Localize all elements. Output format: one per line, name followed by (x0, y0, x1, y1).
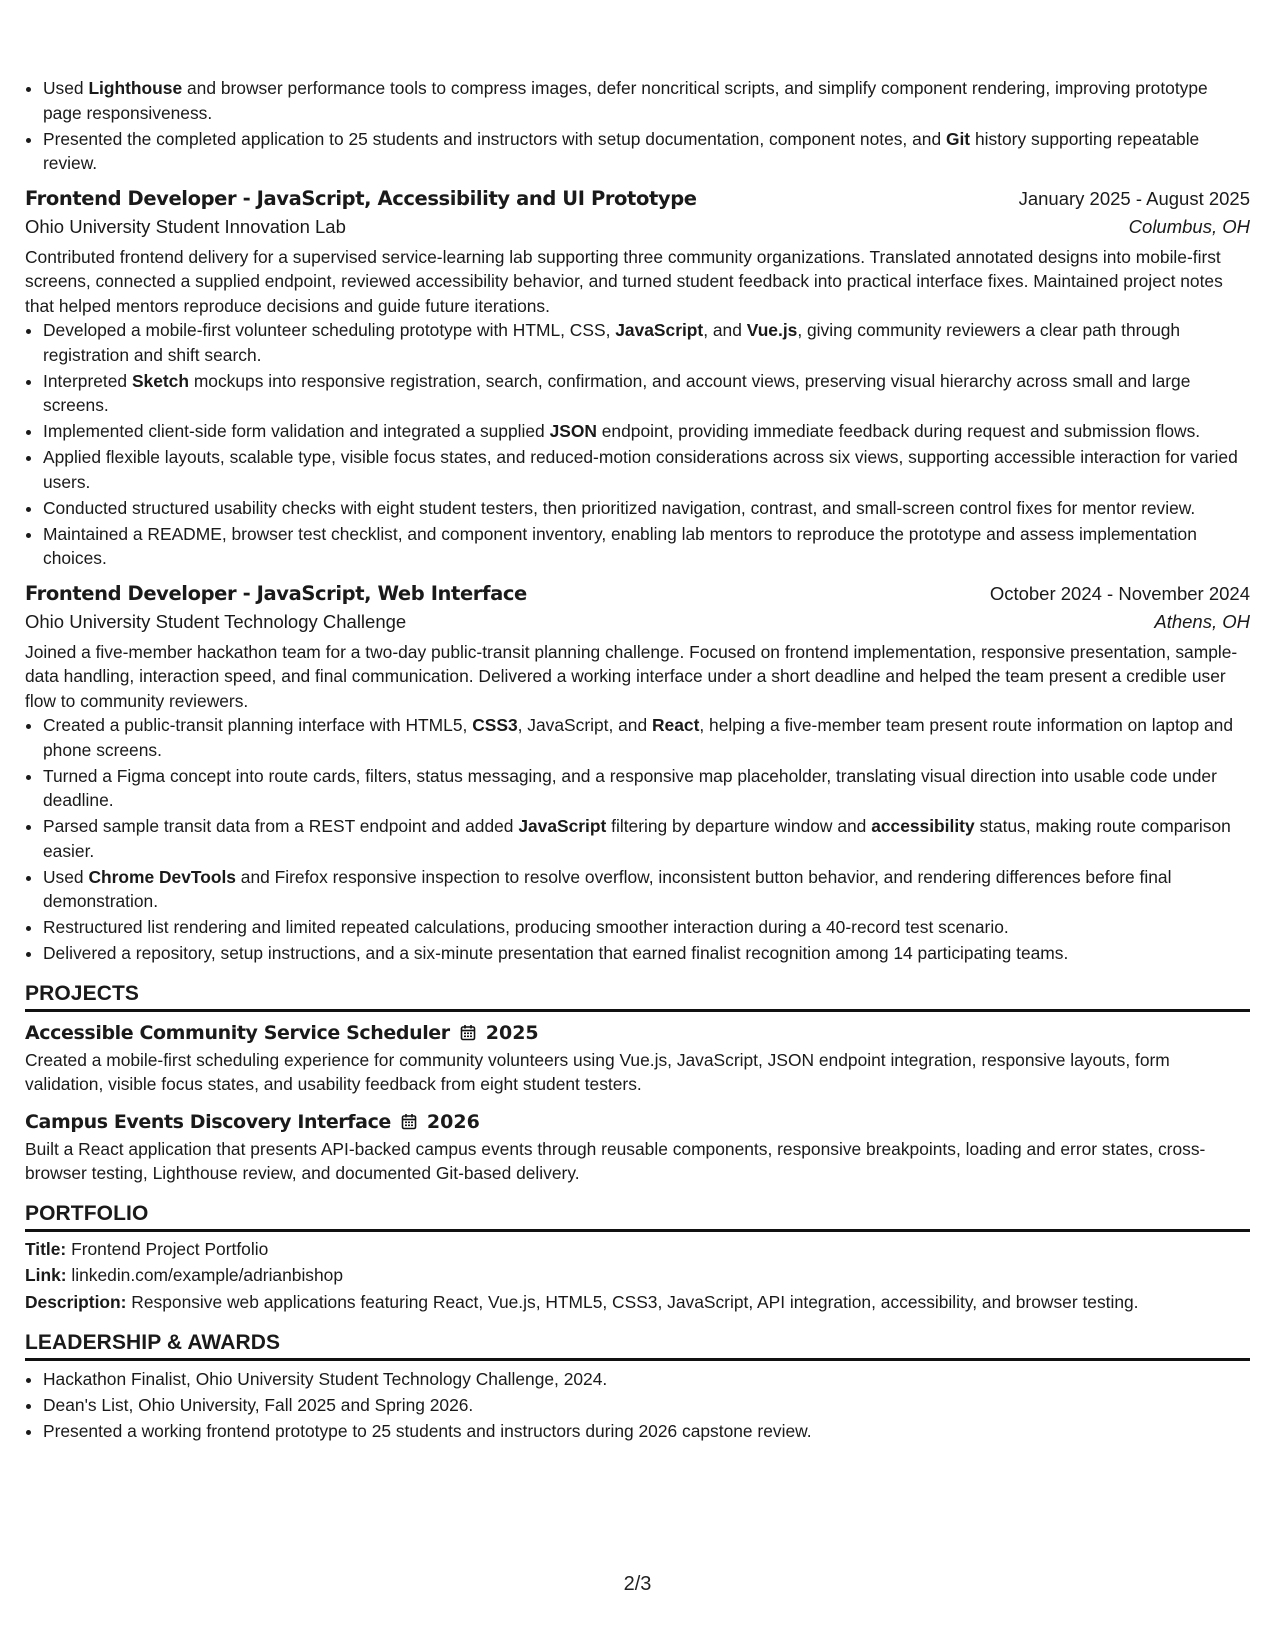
organization: Ohio University Student Innovation Lab (25, 215, 346, 237)
list-item: • Used Chrome DevTools and Firefox responsive inspection to resolve overflow, inconsistent button behavior, and rendering differences before final demonstration. (43, 865, 1250, 914)
job-dates: October 2024 - November 2024 (989, 582, 1250, 604)
project-header (25, 1022, 1250, 1044)
portfolio-link-row[interactable]: Link: linkedin.com/example/adrianbishop (25, 1265, 344, 1285)
list-item: • Maintained a README, browser test checklist, and component inventory, enabling lab mentors to reproduce the prototype and assess implementation choices. (43, 522, 1250, 571)
portfolio-title-row: Title: Frontend Project Portfolio (25, 1238, 269, 1259)
list-item: • Restructured list rendering and limited repeated calculations, producing smoother interaction during a 40-record test scenario. (43, 915, 1250, 940)
project-name: Campus Events Discovery Interface (25, 1110, 391, 1133)
project-description: Created a mobile-first scheduling experience for community volunteers using Vue.js, JavaScript, JSON endpoint integration, responsive layouts, form validation, visible focus states, and usability feedback from eight student testers. (25, 1049, 1170, 1094)
projects-section (25, 982, 1250, 1186)
section-heading: LEADERSHIP & AWARDS (25, 1331, 281, 1354)
list-item (43, 127, 1250, 176)
experience-entry (25, 582, 1250, 966)
calendar-icon (460, 1024, 476, 1041)
job-title: Frontend Developer - JavaScript, Accessibility and UI Prototype (25, 186, 697, 210)
bullet-text: Presented the completed application to 25 students and instructors with setup documentation, component notes, and (43, 128, 946, 149)
job-location: Athens, OH (1154, 610, 1250, 632)
list-item: • Delivered a repository, setup instructions, and a six-minute presentation that earned finalist recognition among 14 participating teams. (43, 941, 1250, 966)
list-item: • Implemented client-side form validation and integrated a supplied JSON endpoint, providing immediate feedback during request and submission flows. (43, 419, 1250, 444)
bullet-keyword: Lighthouse (88, 78, 183, 98)
organization: Ohio University Student Technology Challenge (25, 610, 407, 632)
list-item: • Presented a working frontend prototype to 25 students and instructors during 2026 capstone review. (43, 1419, 1250, 1444)
list-item: • Developed a mobile-first volunteer scheduling prototype with HTML, CSS, JavaScript, and Vue.js, giving community reviewers a clear path through registration and shift search. (43, 318, 1250, 367)
section-divider (25, 1009, 1250, 1012)
continued-bullet-list (25, 76, 1250, 176)
job-location: Columbus, OH (1128, 215, 1250, 237)
project-year: 2026 (426, 1110, 480, 1133)
project-name: Accessible Community Service Scheduler (25, 1021, 450, 1044)
list-item: • Interpreted Sketch mockups into responsive registration, search, confirmation, and account views, preserving visual hierarchy across small and large screens. (43, 369, 1250, 418)
bullet-text: and browser performance tools to compress images, defer noncritical scripts, and simplify component rendering, improving prototype page responsiveness. (43, 78, 1208, 123)
job-summary: Contributed frontend delivery for a supervised service-learning lab supporting three community organizations. Translated annotated designs into mobile-first screens, connected a supplied endpoint, reviewed accessibility behavior, and turned student feedback into practical interface fixes. Maintained project notes that helped mentors reproduce decisions and guide future iterations. (25, 246, 1223, 316)
calendar-icon (401, 1113, 417, 1130)
job-summary: Joined a five-member hackathon team for a two-day public-transit planning challenge. Focused on frontend implementation, responsive presentation, sample-data handling, interaction speed, and final communication. Delivered a working interface under a short deadline and helped the team present a credible user flow to community reviewers. (25, 641, 1238, 711)
awards-list (25, 1367, 1250, 1444)
job-bullet-list (25, 713, 1250, 966)
list-item: • Parsed sample transit data from a REST endpoint and added JavaScript filtering by departure window and accessibility status, making route comparison easier. (43, 814, 1250, 863)
project-description: Built a React application that presents API-backed campus events through reusable components, responsive breakpoints, loading and error states, cross-browser testing, Lighthouse review, and documented Git-based delivery. (25, 1138, 1206, 1183)
list-item: • Turned a Figma concept into route cards, filters, status messaging, and a responsive map placeholder, translating visual direction into usable code under deadline. (43, 764, 1250, 813)
resume-page (25, 76, 1250, 1445)
portfolio-link[interactable]: linkedin.com/example/adrianbishop (66, 1265, 344, 1285)
section-divider (25, 1358, 1250, 1361)
list-item: • Hackathon Finalist, Ohio University Student Technology Challenge, 2024. (43, 1367, 1250, 1392)
portfolio-section (25, 1202, 1250, 1316)
project-header (25, 1111, 1250, 1133)
job-bullet-list (25, 318, 1250, 571)
section-heading: PROJECTS (25, 981, 139, 1005)
bullet-keyword: Git (945, 128, 971, 149)
list-item: • Created a public-transit planning interface with HTML5, CSS3, JavaScript, and React, helping a five-member team present route information on laptop and phone screens. (43, 713, 1250, 762)
list-item: • Conducted structured usability checks with eight student testers, then prioritized navigation, contrast, and small-screen control fixes for mentor review. (43, 496, 1250, 521)
bullet-text: history supporting repeatable review. (43, 128, 1200, 173)
portfolio-description-row: Description: Responsive web applications featuring React, Vue.js, HTML5, CSS3, JavaScript, API integration, accessibility, and browser testing. (25, 1291, 1139, 1312)
bullet-text: Used (43, 78, 89, 98)
section-divider (25, 1229, 1250, 1232)
page-number: 2/3 (623, 1573, 652, 1595)
list-item: • Applied flexible layouts, scalable type, visible focus states, and reduced-motion considerations across six views, supporting accessible interaction for varied users. (43, 445, 1250, 494)
experience-entry (25, 187, 1250, 571)
list-item (43, 76, 1250, 125)
section-heading: PORTFOLIO (25, 1201, 149, 1225)
job-title: Frontend Developer - JavaScript, Web Interface (25, 581, 527, 605)
project-year: 2025 (485, 1021, 539, 1044)
list-item: • Dean's List, Ohio University, Fall 2025 and Spring 2026. (43, 1393, 1250, 1418)
job-dates: January 2025 - August 2025 (1018, 187, 1250, 209)
leadership-section (25, 1331, 1250, 1444)
